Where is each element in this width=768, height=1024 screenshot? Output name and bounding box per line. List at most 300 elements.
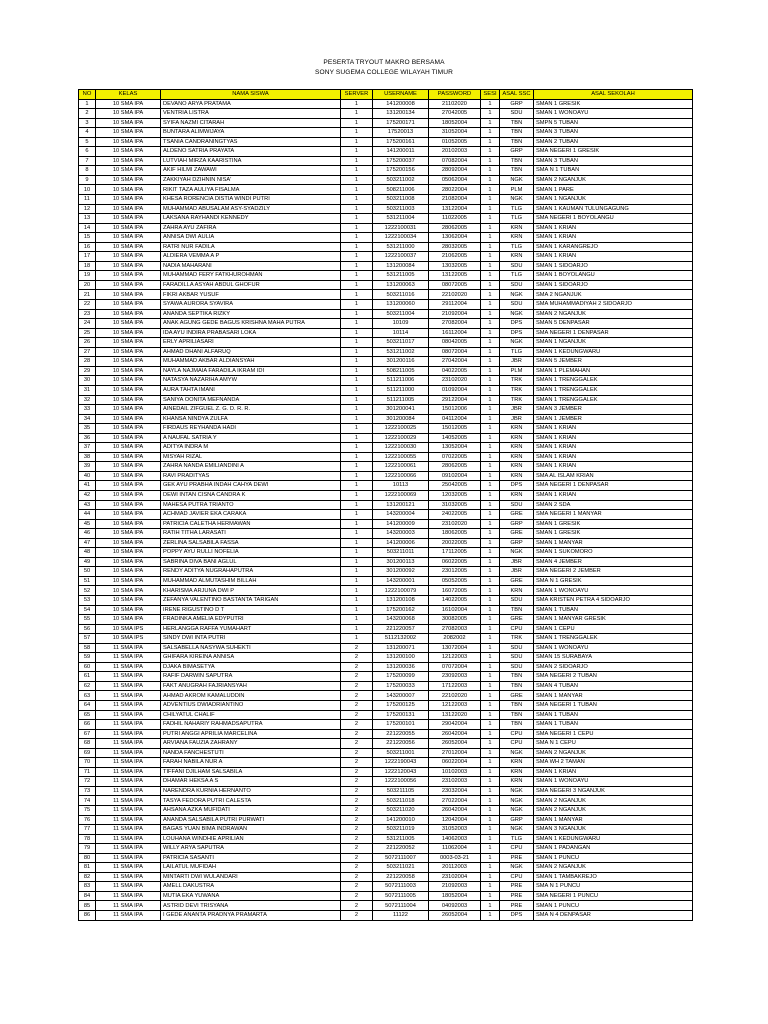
cell-server: 2 [341,767,373,777]
cell-password: 12032005 [429,490,481,500]
cell-sesi: 1 [481,834,500,844]
cell-username: 141200009 [373,519,429,529]
cell-password: 27012004 [429,748,481,758]
cell-password: 28022004 [429,185,481,195]
table-row [79,443,693,453]
cell-no: 79 [79,844,96,854]
cell-username: 503211016 [373,290,429,300]
cell-nama-siswa: RIKIT TAZA AULIYA FISALMA [161,185,341,195]
cell-server: 2 [341,872,373,882]
cell-username: 301200116 [373,357,429,367]
cell-asal-sekolah: SMAN 1 MANYAR [534,815,693,825]
cell-password: 23102020 [429,376,481,386]
cell-password: 23102020 [429,519,481,529]
cell-asal-ssc: TLG [500,214,534,224]
cell-sesi: 1 [481,156,500,166]
table-row [79,796,693,806]
cell-server: 2 [341,853,373,863]
cell-server: 2 [341,901,373,911]
cell-asal-sekolah: SMAN 1 KARANGREJO [534,242,693,252]
cell-server: 1 [341,548,373,558]
cell-kelas: 10 SMA IPA [96,605,161,615]
cell-server: 1 [341,233,373,243]
cell-kelas: 10 SMA IPA [96,615,161,625]
cell-server: 2 [341,863,373,873]
cell-asal-sekolah: SMAN 1 SIDOARJO [534,261,693,271]
cell-asal-sekolah: SMAN 1 SIDOARJO [534,280,693,290]
cell-username: 131200063 [373,280,429,290]
cell-kelas: 10 SMA IPA [96,233,161,243]
cell-asal-ssc: SDU [500,500,534,510]
cell-sesi: 1 [481,586,500,596]
cell-password: 11062004 [429,844,481,854]
cell-password: 14062003 [429,834,481,844]
cell-sesi: 1 [481,615,500,625]
cell-server: 2 [341,691,373,701]
cell-password: 23012005 [429,567,481,577]
cell-kelas: 10 SMA IPA [96,548,161,558]
cell-asal-ssc: PRE [500,882,534,892]
cell-nama-siswa: GEK AYU PRABHA INDAH CAHYA DEWI [161,481,341,491]
cell-asal-ssc: TBN [500,701,534,711]
cell-password: 07022005 [429,452,481,462]
cell-kelas: 10 SMA IPA [96,424,161,434]
cell-no: 13 [79,214,96,224]
table-row [79,261,693,271]
table-row [79,538,693,548]
cell-nama-siswa: AMELL DAKUSTRA [161,882,341,892]
cell-username: 175200162 [373,605,429,615]
table-header-row [79,90,693,100]
cell-server: 1 [341,175,373,185]
table-row [79,166,693,176]
cell-username: 531211002 [373,347,429,357]
cell-username: 221220052 [373,844,429,854]
cell-nama-siswa: ANAK AGUNG GEDE BAGUS KRISHNA MAHA PUTRA [161,319,341,329]
cell-server: 1 [341,214,373,224]
cell-asal-ssc: CPU [500,844,534,854]
cell-kelas: 11 SMA IPA [96,901,161,911]
cell-no: 8 [79,166,96,176]
cell-asal-ssc: PLM [500,185,534,195]
cell-nama-siswa: FRADINKA AMELIA EDYPUTRI [161,615,341,625]
cell-password: 09102004 [429,471,481,481]
cell-kelas: 10 SMA IPA [96,242,161,252]
cell-asal-ssc: TRK [500,395,534,405]
cell-server: 1 [341,109,373,119]
cell-no: 80 [79,853,96,863]
table-row [79,500,693,510]
cell-password: 21092004 [429,309,481,319]
cell-no: 77 [79,825,96,835]
cell-kelas: 11 SMA IPA [96,710,161,720]
cell-no: 54 [79,605,96,615]
cell-asal-sekolah: SMA NEGERI 1 GRESIK [534,147,693,157]
cell-asal-ssc: KRN [500,252,534,262]
cell-sesi: 1 [481,624,500,634]
cell-sesi: 1 [481,891,500,901]
cell-nama-siswa: GHIFARA KIREINA ANNISA [161,653,341,663]
cell-server: 1 [341,567,373,577]
cell-server: 1 [341,290,373,300]
cell-asal-sekolah: SMAN 5 JEMBER [534,357,693,367]
cell-no: 58 [79,643,96,653]
cell-nama-siswa: ALDIERA VEMMA A P [161,252,341,262]
cell-sesi: 1 [481,490,500,500]
cell-asal-ssc: KRN [500,452,534,462]
cell-server: 2 [341,911,373,921]
cell-sesi: 1 [481,433,500,443]
cell-server: 1 [341,99,373,109]
cell-username: 175200171 [373,118,429,128]
cell-password: 10102003 [429,767,481,777]
cell-nama-siswa: VENTRIA LISTRA [161,109,341,119]
cell-asal-ssc: TBN [500,156,534,166]
cell-username: 5072111007 [373,853,429,863]
cell-asal-ssc: JBR [500,405,534,415]
cell-sesi: 1 [481,576,500,586]
cell-asal-ssc: NGK [500,175,534,185]
cell-kelas: 10 SMA IPA [96,347,161,357]
cell-server: 1 [341,376,373,386]
cell-asal-ssc: TBN [500,720,534,730]
cell-server: 1 [341,357,373,367]
cell-kelas: 10 SMA IPA [96,319,161,329]
cell-asal-ssc: JBR [500,557,534,567]
cell-sesi: 1 [481,796,500,806]
cell-asal-ssc: KRN [500,777,534,787]
cell-no: 47 [79,538,96,548]
cell-username: 141200011 [373,147,429,157]
cell-nama-siswa: NANDA FANCHESTUTI [161,748,341,758]
cell-asal-sekolah: SMA NEGERI 1 DENPASAR [534,481,693,491]
cell-server: 1 [341,328,373,338]
cell-kelas: 11 SMA IPA [96,786,161,796]
cell-asal-ssc: TLG [500,204,534,214]
cell-asal-sekolah: SMAN 2 SDA [534,500,693,510]
participants-table [78,89,693,921]
cell-nama-siswa: PATRICIA SASANTI [161,853,341,863]
cell-no: 48 [79,548,96,558]
cell-asal-ssc: GRE [500,510,534,520]
cell-asal-sekolah: SMAN 1 PUNCU [534,901,693,911]
table-row [79,462,693,472]
cell-asal-sekolah: SMAN 4 JEMBER [534,557,693,567]
cell-asal-sekolah: SMAN 3 TUBAN [534,128,693,138]
cell-asal-sekolah: SMAN 1 KRIAN [534,252,693,262]
cell-no: 70 [79,758,96,768]
cell-kelas: 11 SMA IPA [96,853,161,863]
table-row [79,452,693,462]
cell-nama-siswa: ZAHRA AYU ZAFIRA [161,223,341,233]
cell-no: 44 [79,510,96,520]
cell-username: 503211017 [373,338,429,348]
table-row [79,863,693,873]
cell-username: 175200101 [373,720,429,730]
cell-username: 1222100079 [373,586,429,596]
cell-asal-sekolah: SMA NEGERI 1 MANYAR [534,510,693,520]
cell-nama-siswa: RAVI PRADITYAS [161,471,341,481]
cell-asal-sekolah: SMA NEGERI 2 TUBAN [534,672,693,682]
cell-sesi: 1 [481,109,500,119]
cell-username: 1222190043 [373,758,429,768]
table-row [79,643,693,653]
table-row [79,309,693,319]
cell-sesi: 1 [481,185,500,195]
cell-asal-ssc: DPS [500,328,534,338]
table-row [79,882,693,892]
cell-asal-sekolah: SMAN 1 MANYAR GRESIK [534,615,693,625]
cell-server: 1 [341,500,373,510]
cell-nama-siswa: DHAMAR HEKSA A S [161,777,341,787]
cell-no: 66 [79,720,96,730]
cell-nama-siswa: NAYLA NAJMAIA FARADILA IKRAM IDI [161,366,341,376]
cell-username: 1222100066 [373,471,429,481]
cell-nama-siswa: LAILATUL MUFIDAH [161,863,341,873]
cell-no: 45 [79,519,96,529]
cell-server: 1 [341,385,373,395]
cell-no: 38 [79,452,96,462]
cell-kelas: 10 SMA IPA [96,252,161,262]
cell-nama-siswa: LAKSANA RAYHANDI KENNEDY [161,214,341,224]
cell-nama-siswa: SALSABELLA NASYWA SUHEKTI [161,643,341,653]
cell-password: 11022005 [429,214,481,224]
cell-kelas: 11 SMA IPA [96,748,161,758]
table-row [79,595,693,605]
cell-asal-ssc: DPS [500,319,534,329]
cell-password: 17112005 [429,548,481,558]
cell-sesi: 1 [481,729,500,739]
cell-asal-sekolah: SMAN 1 CEPU [534,624,693,634]
cell-no: 29 [79,366,96,376]
table-row [79,433,693,443]
cell-asal-ssc: GRP [500,519,534,529]
cell-sesi: 1 [481,242,500,252]
cell-asal-ssc: GRE [500,529,534,539]
table-row [79,662,693,672]
cell-no: 41 [79,481,96,491]
cell-asal-ssc: GRE [500,615,534,625]
cell-nama-siswa: MAHESA PUTRA TRIANTO [161,500,341,510]
table-row [79,510,693,520]
cell-kelas: 11 SMA IPA [96,729,161,739]
column-header-kelas: KELAS [96,90,161,100]
cell-no: 4 [79,128,96,138]
cell-server: 1 [341,166,373,176]
cell-asal-sekolah: SMAN 15 SURABAYA [534,653,693,663]
cell-asal-ssc: DPS [500,481,534,491]
cell-nama-siswa: TIFFANI DJILHAM SALSABILA [161,767,341,777]
cell-no: 75 [79,806,96,816]
cell-username: 1222100034 [373,233,429,243]
cell-nama-siswa: ERLY APRILIASARI [161,338,341,348]
cell-asal-ssc: TBN [500,118,534,128]
cell-nama-siswa: I GEDE ANANTA PRADNYA PRAMARTA [161,911,341,921]
cell-no: 33 [79,405,96,415]
cell-sesi: 1 [481,414,500,424]
table-row [79,385,693,395]
cell-username: 1222100025 [373,424,429,434]
cell-kelas: 10 SMA IPA [96,300,161,310]
cell-asal-sekolah: SMAN 2 NGANJUK [534,309,693,319]
cell-kelas: 10 SMA IPA [96,271,161,281]
cell-asal-sekolah: SMAN 1 KRIAN [534,443,693,453]
cell-sesi: 1 [481,748,500,758]
cell-server: 2 [341,672,373,682]
table-row [79,185,693,195]
cell-no: 34 [79,414,96,424]
table-row [79,214,693,224]
cell-asal-ssc: GRE [500,576,534,586]
cell-server: 1 [341,529,373,539]
cell-kelas: 11 SMA IPA [96,672,161,682]
cell-username: 503211019 [373,825,429,835]
cell-password: 31052003 [429,825,481,835]
cell-no: 86 [79,911,96,921]
cell-kelas: 10 SMA IPA [96,309,161,319]
cell-username: 503211018 [373,796,429,806]
cell-password: 22102020 [429,290,481,300]
document-header [0,58,768,78]
cell-sesi: 1 [481,815,500,825]
cell-username: 10113 [373,481,429,491]
cell-password: 28062005 [429,223,481,233]
cell-password: 01052005 [429,137,481,147]
table-row [79,548,693,558]
cell-no: 83 [79,882,96,892]
cell-username: 143200001 [373,576,429,586]
cell-username: 10114 [373,328,429,338]
cell-username: 503211003 [373,204,429,214]
cell-sesi: 1 [481,538,500,548]
table-row [79,137,693,147]
cell-asal-ssc: TBN [500,605,534,615]
cell-sesi: 1 [481,901,500,911]
cell-server: 1 [341,433,373,443]
cell-asal-ssc: CPU [500,729,534,739]
cell-server: 1 [341,366,373,376]
cell-password: 21082004 [429,195,481,205]
cell-no: 76 [79,815,96,825]
cell-asal-sekolah: SMPN 5 TUBAN [534,118,693,128]
cell-nama-siswa: SYAWA AURORA SYAVIRA [161,300,341,310]
cell-server: 1 [341,615,373,625]
cell-password: 23102003 [429,777,481,787]
cell-sesi: 1 [481,786,500,796]
cell-asal-ssc: GRP [500,538,534,548]
cell-no: 62 [79,681,96,691]
cell-nama-siswa: MUHAMMAD AKBAR ALDIANSYAH [161,357,341,367]
cell-no: 35 [79,424,96,434]
document-title: PESERTA TRYOUT MAKRO BERSAMA [323,59,445,66]
cell-username: 511211000 [373,385,429,395]
cell-no: 56 [79,624,96,634]
cell-asal-ssc: CPU [500,872,534,882]
cell-username: 508211006 [373,185,429,195]
cell-asal-sekolah: SMA N 1 GRESIK [534,576,693,586]
cell-asal-ssc: NGK [500,195,534,205]
cell-nama-siswa: ZAKKIYAH DZIHNIN NISA' [161,175,341,185]
cell-no: 14 [79,223,96,233]
cell-no: 50 [79,567,96,577]
cell-sesi: 1 [481,290,500,300]
cell-nama-siswa: PATRICIA CALETHA HERMAWAN [161,519,341,529]
cell-sesi: 1 [481,662,500,672]
cell-asal-ssc: NGK [500,548,534,558]
cell-nama-siswa: SINDY DWI INTA PUTRI [161,634,341,644]
cell-nama-siswa: AKIF HILMI ZAWAWI [161,166,341,176]
cell-password: 24022005 [429,510,481,520]
cell-asal-ssc: JBR [500,414,534,424]
cell-no: 49 [79,557,96,567]
cell-asal-sekolah: SMAN 1 TRENGGALEK [534,385,693,395]
cell-username: 1222100029 [373,433,429,443]
cell-no: 7 [79,156,96,166]
cell-username: 131200071 [373,643,429,653]
cell-sesi: 1 [481,519,500,529]
cell-kelas: 10 SMA IPA [96,261,161,271]
cell-asal-ssc: KRN [500,490,534,500]
cell-username: 143200007 [373,691,429,701]
cell-password: 22102020 [429,691,481,701]
table-row [79,395,693,405]
cell-kelas: 10 SMA IPA [96,128,161,138]
table-row [79,672,693,682]
cell-server: 2 [341,710,373,720]
cell-password: 01092004 [429,385,481,395]
cell-username: 5112132002 [373,634,429,644]
cell-sesi: 1 [481,233,500,243]
cell-username: 511211006 [373,376,429,386]
cell-password: 08072005 [429,280,481,290]
cell-kelas: 10 SMA IPA [96,462,161,472]
cell-username: 1222100031 [373,223,429,233]
cell-password: 23102004 [429,872,481,882]
cell-password: 27042004 [429,357,481,367]
table-row [79,605,693,615]
cell-asal-ssc: TLG [500,271,534,281]
cell-sesi: 1 [481,128,500,138]
cell-username: 503211021 [373,863,429,873]
table-row [79,471,693,481]
cell-server: 2 [341,758,373,768]
cell-no: 6 [79,147,96,157]
cell-asal-sekolah: SMAN 1 PARE [534,185,693,195]
cell-nama-siswa: TSANIA CANDRANINGTYAS [161,137,341,147]
cell-username: 5072111004 [373,901,429,911]
cell-kelas: 11 SMA IPA [96,872,161,882]
cell-password: 18052004 [429,118,481,128]
cell-username: 221220057 [373,624,429,634]
cell-asal-sekolah: SMAN 1 TUBAN [534,710,693,720]
cell-asal-ssc: SDU [500,662,534,672]
cell-sesi: 1 [481,204,500,214]
cell-nama-siswa: RATRI NUR FADILA [161,242,341,252]
cell-nama-siswa: BUNTARA ALIMWIJAYA [161,128,341,138]
table-row [79,99,693,109]
cell-password: 13122020 [429,710,481,720]
cell-asal-ssc: NGK [500,825,534,835]
cell-password: 28032005 [429,242,481,252]
cell-nama-siswa: PUTRI ANGGI APRILIA MARCELINA [161,729,341,739]
cell-nama-siswa: ALDENO SATRIA PRAYATA [161,147,341,157]
cell-no: 64 [79,701,96,711]
table-row [79,481,693,491]
cell-no: 27 [79,347,96,357]
cell-username: 221220058 [373,872,429,882]
cell-no: 18 [79,261,96,271]
cell-asal-sekolah: SMA NEGERI 1 TUBAN [534,701,693,711]
